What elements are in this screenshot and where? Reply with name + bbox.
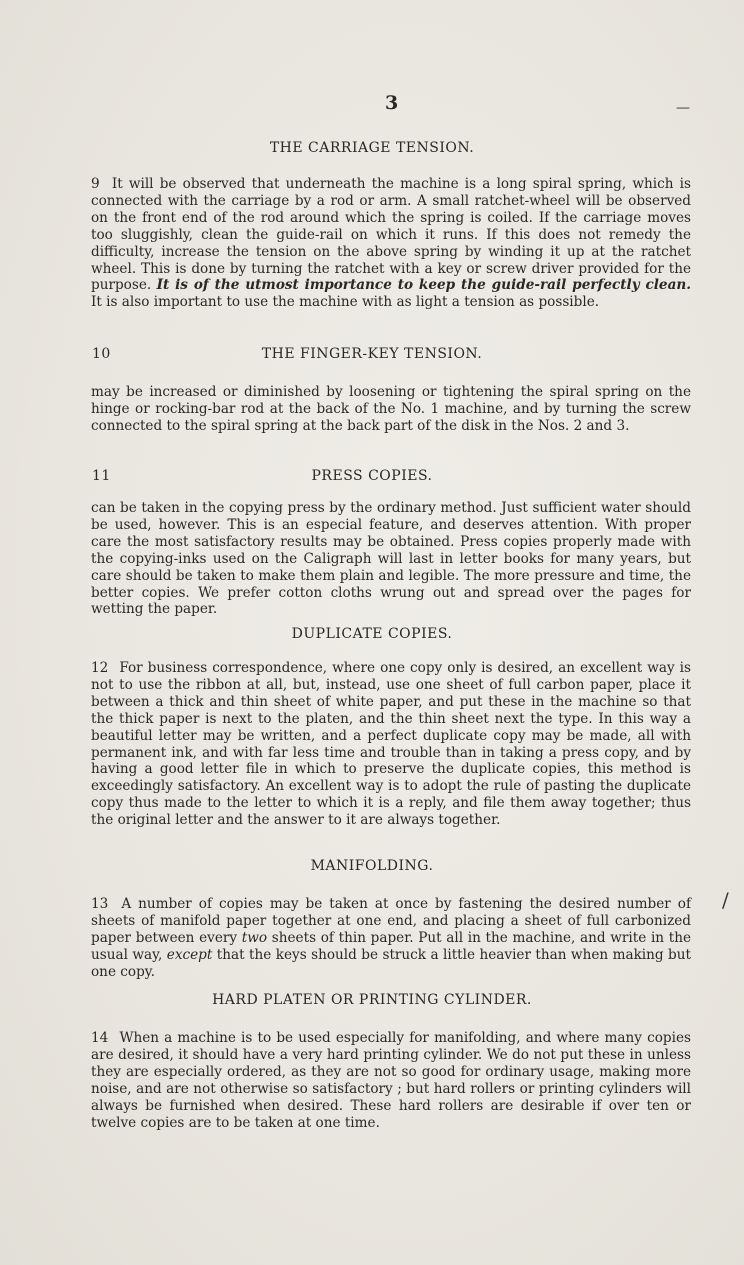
section-heading [0, 140, 744, 156]
section-heading [0, 992, 744, 1008]
section-paragraph [91, 660, 691, 829]
section-heading [0, 346, 744, 362]
section-paragraph [91, 896, 691, 981]
paragraph-text: For business correspondence, where one copy only is desired, an excellent way is not to use the ribbon at all, but, instead, use one sheet of full carbon paper, place it between a thick and thin sheet of white paper, and put these in the machine so that the thick paper is next to the platen, and the thin sheet next the type. In this way a beautiful letter may be written, and a perfect duplicate copy may be made, all with permanent ink, and with far less time and trouble than in taking a press copy, and by having a good letter file in which to preserve the duplicate copies, this method is exceedingly satisfactory. An excellent way is to adopt the rule of pasting the duplicate copy thus made to the letter to which it is a reply, and file them away together; thus the original letter and the answer to it are always together. [91, 660, 691, 829]
paragraph-text: sheets of thin paper. Put all in the machine, and write in the usual way, [91, 929, 692, 963]
paragraph-italic: two [241, 929, 268, 946]
section-paragraph [91, 384, 691, 435]
section-number: 9 [91, 176, 100, 192]
section-number: 10 [92, 346, 111, 362]
section-title: THE CARRIAGE TENSION. [269, 140, 475, 156]
section-number: 14 [91, 1030, 109, 1046]
paragraph-text: can be taken in the copying press by the ordinary method. Just sufficient water should be used, however. This is an especial feature, and deserves attention. With proper care the most satisfactory results may be obtained. Press copies properly made with the copying-inks used on the Caligraph will last in letter books for many years, but care should be taken to make them plain and legible. The more pressure and time, the better copies. We prefer cotton cloths wrung out and spread over the pages for wetting the paper. [91, 500, 691, 618]
section-title: MANIFOLDING. [310, 858, 434, 874]
section-title: HARD PLATEN OR PRINTING CYLINDER. [212, 992, 532, 1008]
section-heading [0, 468, 744, 484]
paragraph-text: may be increased or diminished by loosening or tightening the spiral spring on the hinge or rocking-bar rod at the back of the No. 1 machine, and by turning the screw connected to the spiral spring at the back part of the disk in the Nos. 2 and 3. [91, 384, 691, 434]
section-heading [0, 858, 744, 874]
section-paragraph [91, 500, 691, 618]
paragraph-text: A number of copies may be taken at once by fastening the desired number of sheets of manifold paper together at one end, and placing a sheet of full carbonized paper between every [91, 896, 691, 946]
section-number: 13 [91, 896, 109, 912]
page-number: 3 [385, 92, 399, 114]
margin-pencil-mark: / [722, 888, 729, 912]
section-number: 11 [92, 468, 111, 484]
section-number: 12 [91, 660, 109, 676]
section-paragraph [91, 176, 691, 311]
paragraph-text: It will be observed that underneath the machine is a long spiral spring, which is connected with the carriage by a rod or arm. A small ratchet-wheel will be observed on the front end of the rod around which the spring is coiled. If the carriage moves too sluggishly, clean the guide-rail on which it runs. If this does not remedy the difficulty, increase the tension on the above spring by winding it up at the ratchet wheel. This is done by turning the ratchet with a key or screw driver provided for the purpose. [91, 176, 691, 294]
paragraph-italic: except [166, 946, 213, 963]
paragraph-emphasis: It is of the utmost importance to keep the guide-rail perfectly clean. [156, 277, 691, 294]
paragraph-text: When a machine is to be used especially for manifolding, and where many copies are desired, it should have a very hard printing cylinder. We do not put these in unless they are especially ordered, as they are not so good for ordinary usage, making more noise, and are not otherwise so satisfactory ; but hard rollers or printing cylinders will always be furnished when desired. These hard rollers are desirable if over ten or twelve copies are to be taken at one time. [91, 1030, 691, 1131]
margin-dash-mark: — [676, 100, 690, 116]
paragraph-text: that the keys should be struck a little heavier than when making but one copy. [91, 946, 691, 980]
section-title: THE FINGER-KEY TENSION. [261, 346, 483, 362]
paragraph-text: It is also important to use the machine with as light a tension as possible. [91, 294, 600, 311]
section-title: PRESS COPIES. [311, 468, 433, 484]
section-paragraph [91, 1030, 691, 1131]
section-heading [0, 626, 744, 642]
section-title: DUPLICATE COPIES. [291, 626, 453, 642]
